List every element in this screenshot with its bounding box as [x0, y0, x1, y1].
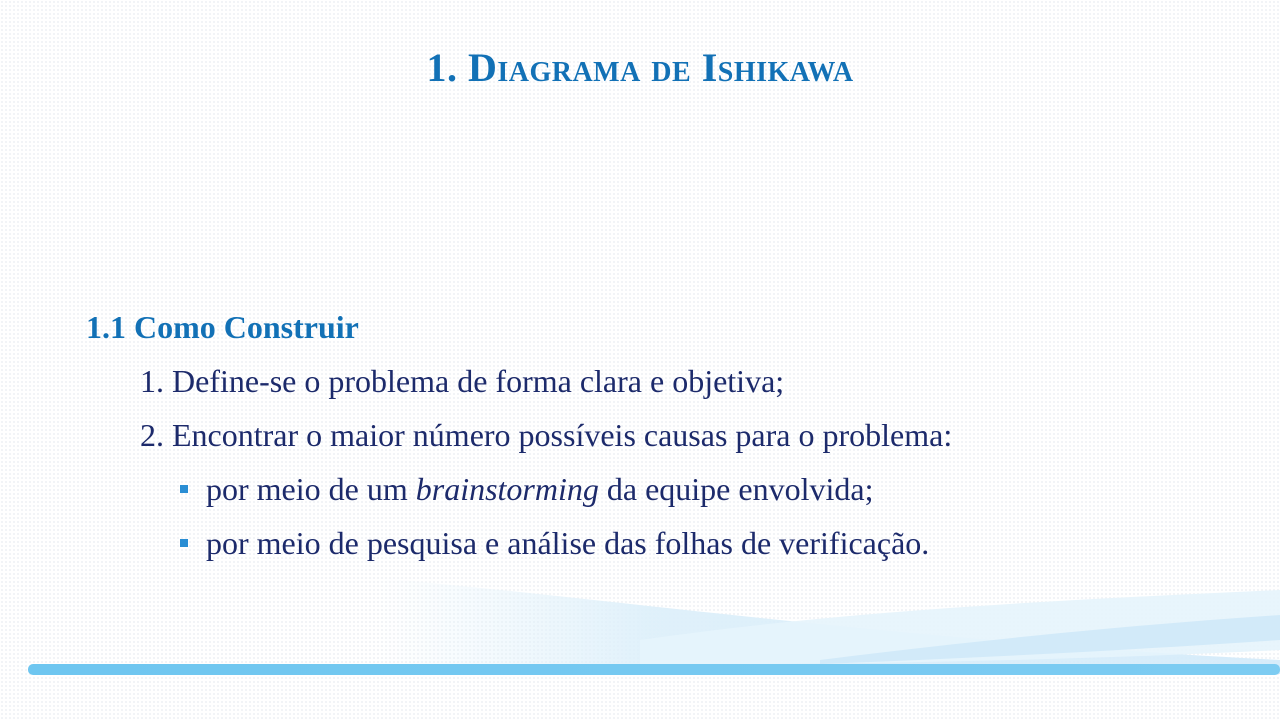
slide-content [86, 305, 1206, 575]
bullet-text: por meio de pesquisa e análise das folhas de verificação. [206, 525, 930, 561]
bullet-text-after: da equipe envolvida; [598, 471, 874, 507]
step-item-1: 1. Define-se o problema de forma clara e objetiva; [140, 363, 785, 399]
title-number: 1. [426, 45, 458, 90]
square-bullet-icon [180, 539, 188, 547]
bullet-text-before: por meio de um [206, 471, 416, 507]
step-item-2: 2. Encontrar o maior número possíveis causas para o problema: [140, 417, 953, 453]
decorative-band [28, 664, 1280, 675]
bullet-text-emphasis: brainstorming [415, 471, 599, 507]
bullet-item-2 [180, 521, 1206, 565]
bullet-item-1 [180, 467, 1206, 511]
page-title [0, 44, 1280, 91]
square-bullet-icon [180, 485, 188, 493]
section-heading: 1.1 Como Construir [86, 309, 359, 345]
title-text: Diagrama de Ishikawa [467, 45, 854, 90]
